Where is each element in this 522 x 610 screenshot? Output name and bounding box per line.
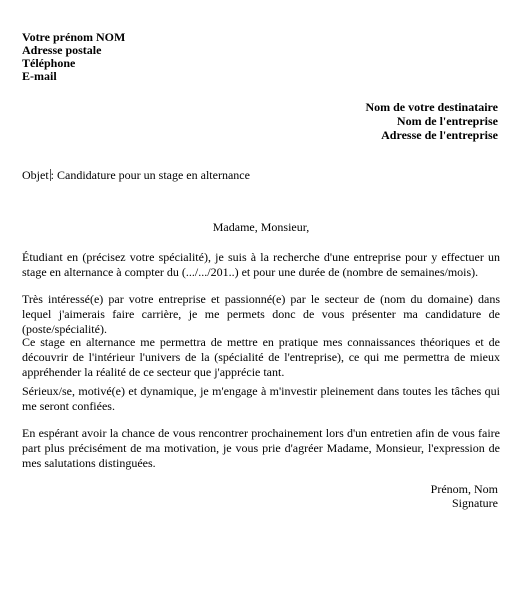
signoff-name: Prénom, Nom — [430, 482, 498, 496]
recipient-block — [365, 100, 498, 142]
paragraph-intro: Étudiant en (précisez votre spécialité), je suis à la recherche d'une entreprise pour y effectuer un stage en alternance à compter du (.../.../201..) et pour une durée de (nombre de semaines/mois). — [22, 250, 500, 279]
paragraph-stage-benefits: Ce stage en alternance me permettra de mettre en pratique mes connaissances théoriques et de découvrir de l'intérieur l'univers de la (spécialité de l'entreprise), ce qui me permettra de mieux appréhender la réalité de ce secteur que j'apprécie tant. — [22, 335, 500, 379]
subject-line — [22, 169, 250, 182]
salutation: Madame, Monsieur, — [212, 220, 310, 234]
signoff-signature: Signature — [452, 496, 498, 510]
recipient-name: Nom de votre destinataire — [365, 100, 498, 114]
sender-phone: Téléphone — [22, 56, 76, 70]
paragraph-interest: Très intéressé(e) par votre entreprise et passionné(e) par le secteur de (nom du domaine) dans lequel j'aimerais faire carrière, je me permets donc de vous présenter ma candidature de (poste/spécialité). — [22, 292, 500, 336]
paragraph-qualities: Sérieux/se, motivé(e) et dynamique, je m'engage à m'investir pleinement dans toutes les tâches qui me seront confiées. — [22, 384, 500, 413]
recipient-address: Adresse de l'entreprise — [381, 128, 498, 142]
subject-text: : Candidature pour un stage en alternance — [50, 168, 250, 182]
paragraph-closing: En espérant avoir la chance de vous rencontrer prochainement lors d'un entretien afin de vous faire part plus précisément de ma motivation, je vous prie d'agréer Madame, Monsieur, l'expression de mes salutations distinguées. — [22, 426, 500, 470]
sender-address: Adresse postale — [22, 43, 102, 57]
sender-block — [22, 31, 125, 83]
sender-name: Votre prénom NOM — [22, 30, 126, 44]
signoff-block — [431, 482, 498, 510]
recipient-company: Nom de l'entreprise — [396, 114, 498, 128]
subject-label: Objet — [22, 168, 49, 182]
sender-email: E-mail — [22, 69, 57, 83]
